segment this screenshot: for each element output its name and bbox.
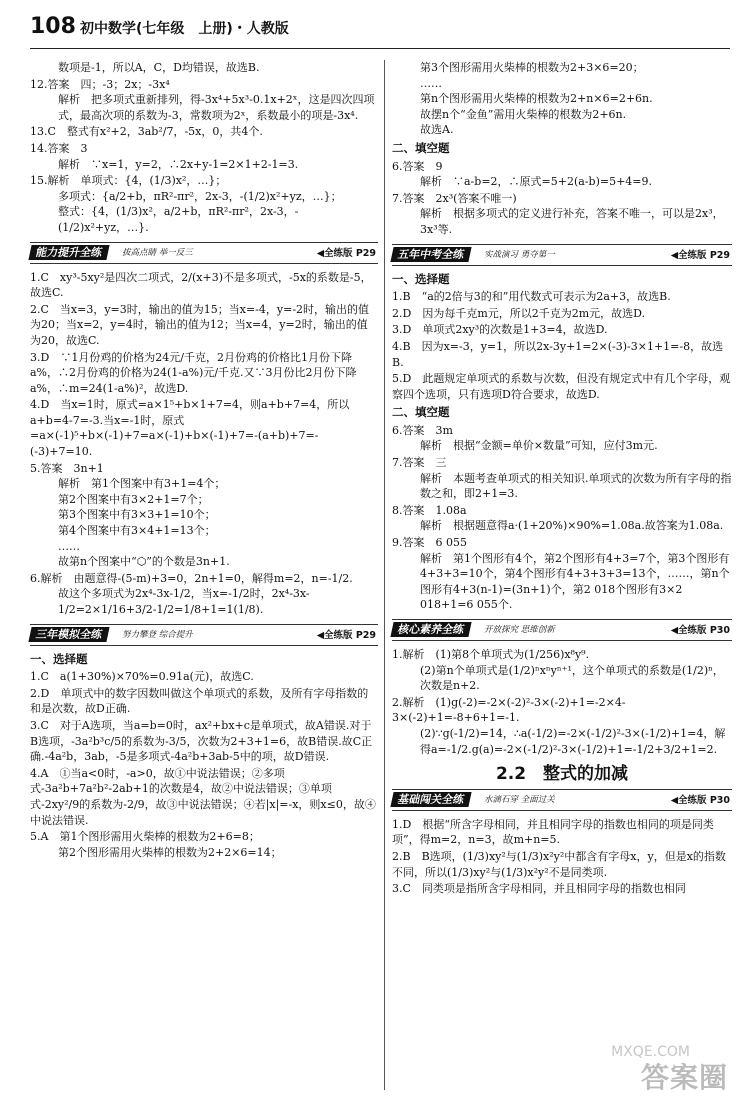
banner-ref: ◀全练版 P29 bbox=[316, 629, 376, 641]
answer-line: 故摆n个“金鱼”需用火柴棒的根数为2+6n. bbox=[420, 107, 627, 121]
answer-12: 12.答案 四；-3；2x；-3x⁴ bbox=[30, 77, 170, 91]
banner-three-year bbox=[30, 624, 378, 646]
left-column bbox=[30, 60, 378, 860]
answer-14: 14.答案 3 bbox=[30, 141, 88, 155]
answer-15-integral: 整式：{4，(1/3)x²，a/2+b，πR²-πr²，2x-3，-(1/2)x²+yz，…}. bbox=[58, 205, 299, 234]
exam-fill-6-analysis: 解析 根据“金额=单价×数量”可知，应付3m元. bbox=[420, 439, 658, 453]
three-year-2: 2.D 单项式中的数字因数叫做这个单项式的系数，及所有字母指数的和是次数，故D正确. bbox=[30, 686, 369, 716]
banner-slogan: 实战演习 勇夺第一 bbox=[484, 249, 555, 260]
exam-fill-8: 8.答案 1.08a bbox=[392, 503, 467, 517]
subsection-heading: 二、填空题 bbox=[392, 405, 450, 420]
basic-1: 1.D 根据“所含字母相同，并且相同字母的指数也相同的项是同类项”，得m=2，n=3，故m+n=5. bbox=[392, 817, 714, 847]
banner-slogan: 拔高点睛 举一反三 bbox=[122, 247, 193, 258]
answer-line: 故选A. bbox=[420, 123, 454, 137]
ability-5-line: 第4个图案中有3×4+1=13个； bbox=[58, 524, 216, 538]
exam-fill-7: 7.答案 三 bbox=[392, 456, 447, 470]
watermark-url: MXQE.COM bbox=[611, 1044, 690, 1060]
answer-line: 第3个图形需用火柴棒的根数为2+3×6=20； bbox=[420, 61, 644, 74]
exam-1: 1.B “a的2倍与3的和”用代数式可表示为2a+3，故选B. bbox=[392, 290, 671, 304]
banner-label: 基础闯关全练 bbox=[390, 792, 471, 807]
banner-label: 核心素养全练 bbox=[390, 622, 471, 637]
answer-12-analysis: 解析 把多项式重新排列，得-3x⁴+5x³-0.1x+2ˣ，这是四次四项式，最高次项的系数为-3，常数项为2ˣ，系数最小的项是-3x⁴. bbox=[58, 93, 375, 122]
answer-line: 数项是-1，所以A，C，D均错误，故选B. bbox=[58, 61, 260, 74]
answer-line: …… bbox=[420, 76, 442, 90]
banner-core bbox=[392, 619, 732, 641]
three-year-5: 5.A 第1个图形需用火柴棒的根数为2+6=8； bbox=[30, 830, 260, 844]
banner-ref: ◀全练版 P30 bbox=[670, 794, 730, 806]
exam-fill-6: 6.答案 3m bbox=[392, 423, 453, 437]
answer-15: 15.解析 单项式：{4，(1/3)x²，…}； bbox=[30, 174, 227, 188]
ability-5: 5.答案 3n+1 bbox=[30, 461, 104, 475]
three-year-5-cont: 第2个图形需用火柴棒的根数为2+2×6=14； bbox=[58, 845, 282, 859]
answer-15-polynomial: 多项式：{a/2+b，πR²-πr²，2x-3，-(1/2)x²+yz，…}； bbox=[58, 189, 342, 203]
ability-4: 4.D 当x=1时，原式=a×1⁵+b×1+7=4，则a+b+7=4，所以a+b=4-7=-3.当x=-1时，原式=a×(-1)⁵+b×(-1)+7=a×(-1)+b×(-1)+7=-(a+b)+7=-(-3)+7=10. bbox=[30, 398, 350, 459]
right-column bbox=[392, 60, 732, 897]
banner-ref: ◀全练版 P29 bbox=[316, 247, 376, 259]
ability-3: 3.D ∵1月份鸡的价格为24元/千克，2月份鸡的价格比1月份下降a%，∴2月份鸡的价格为24(1-a%)元/千克.又∵3月份比2月份下降a%，∴m=24(1-a%)²，故选D. bbox=[30, 350, 357, 395]
core-1-cont: (2)第n个单项式是(1/2)ⁿxⁿyⁿ⁺¹，这个单项式的系数是(1/2)ⁿ，次数是n+2. bbox=[420, 663, 724, 693]
ability-5-line: 第3个图案中有3×3+1=10个； bbox=[58, 508, 216, 522]
core-2: 2.解析 (1)g(-2)=-2×(-2)²-3×(-2)+1=-2×4-3×(-2)+1=-8+6+1=-1. bbox=[392, 695, 626, 725]
ability-6: 6.解析 由题意得-(5-m)+3=0，2n+1=0，解得m=2，n=-1/2. bbox=[30, 571, 353, 585]
answer-14-analysis: 解析 ∵x=1，y=2，∴2x+y-1=2×1+2-1=3. bbox=[58, 157, 299, 171]
exam-2: 2.D 因为每千克m元，所以2千克为2m元，故选D. bbox=[392, 306, 646, 320]
three-year-3: 3.C 对于A选项，当a=b=0时，ax²+bx+c是单项式，故A错误.对于B选项，-3a²b³c/5的系数为-3/5，次数为2+3+1=6，故B错误.故C正确.-4a²b，3ab，-5是多项式-4a²b+3ab-5中的项，故D错误. bbox=[30, 718, 373, 764]
book-title: 初中数学(七年级 上册)・人教版 bbox=[80, 21, 289, 37]
three-year-4: 4.A ①当a<0时，-a>0，故①中说法错误；②多项式-3a²b+7a²b²-2ab+1的次数是4，故②中说法错误；③单项式-2xy²/9的系数为-2/9，故③中说法错误；④若|x|=-x，则x≤0，故④中说法错误. bbox=[30, 766, 376, 827]
section-title: 2.2 整式的加减 bbox=[495, 764, 629, 785]
ability-5-line: …… bbox=[58, 539, 80, 553]
answer-line: 第n个图形需用火柴棒的根数为2+n×6=2+6n. bbox=[420, 92, 653, 106]
banner-basic bbox=[392, 789, 732, 811]
banner-slogan: 水滴石穿 全面过关 bbox=[484, 794, 555, 805]
banner-label: 三年模拟全练 bbox=[28, 627, 109, 642]
watermark-logo: 答案圈 bbox=[640, 1061, 728, 1094]
exam-fill-9: 9.答案 6 055 bbox=[392, 536, 467, 550]
core-1: 1.解析 (1)第8个单项式为(1/256)x⁸y⁹. bbox=[392, 648, 590, 661]
core-2-cont: (2)∵g(-1/2)=14，∴a(-1/2)=-2×(-1/2)²-3×(-1/2)+1=4，解得a=-1/2.g(a)=-2×(-1/2)²-3×(-1/2)+1=-1/2+3/2+1=2. bbox=[420, 726, 726, 756]
banner-five-year bbox=[392, 244, 732, 266]
banner-ability bbox=[30, 242, 378, 264]
three-year-1: 1.C a(1+30%)×70%=0.91a(元)，故选C. bbox=[30, 670, 254, 684]
subsection-heading: 一、选择题 bbox=[392, 271, 450, 286]
answer-13: 13.C 整式有x²+2，3ab²/7，-5x，0，共4个. bbox=[30, 125, 263, 139]
fill-7-analysis: 解析 根据多项式的定义进行补充，答案不唯一，可以是2x³，3x³等. bbox=[420, 207, 724, 236]
fill-6: 6.答案 9 bbox=[392, 159, 443, 173]
subsection-heading: 二、填空题 bbox=[392, 140, 450, 155]
column-divider bbox=[384, 60, 385, 1090]
exam-fill-8-analysis: 解析 根据题意得a·(1+20%)×90%=1.08a.故答案为1.08a. bbox=[420, 519, 724, 533]
fill-7: 7.答案 2x³(答案不唯一) bbox=[392, 191, 517, 205]
page-number: 108 bbox=[30, 14, 76, 39]
exam-fill-9-analysis: 解析 第1个图形有4个，第2个图形有4+3=7个，第3个图形有4+3+3=10个，第4个图形有4+3+3+3=13个，……，第n个图形有4+3(n-1)=(3n+1)个，第2 018个图形有3×2 018+1=6 055个. bbox=[420, 551, 730, 612]
ability-5-line: 第2个图案中有3×2+1=7个； bbox=[58, 492, 209, 506]
ability-2: 2.C 当x=3，y=3时，输出的值为15；当x=-4，y=-2时，输出的值为20；当x=2，y=4时，输出的值为12；当x=4，y=2时，输出的值为20，故选C. bbox=[30, 302, 370, 347]
ability-5-analysis: 解析 第1个图案中有3+1=4个； bbox=[58, 477, 226, 491]
ability-6-cont: 故这个多项式为2x⁴-3x-1/2，当x=-1/2时，2x⁴-3x-1/2=2×1/16+3/2-1/2=1/8+1=1(1/8). bbox=[58, 587, 310, 616]
ability-5-conclusion: 故第n个图案中“⬡”的个数是3n+1. bbox=[58, 555, 230, 569]
subsection-heading: 一、选择题 bbox=[30, 651, 88, 666]
exam-3: 3.D 单项式2xy³的次数是1+3=4，故选D. bbox=[392, 323, 608, 337]
exam-4: 4.B 因为x=-3，y=1，所以2x-3y+1=2×(-3)-3×1+1=-8，故选B. bbox=[392, 339, 724, 369]
banner-ref: ◀全练版 P29 bbox=[670, 249, 730, 261]
basic-2: 2.B B选项，(1/3)xy²与(1/3)x²y²中都含有字母x，y，但是x的指数不同，所以(1/3)xy²与(1/3)x²y²不是同类项. bbox=[392, 849, 726, 879]
banner-slogan: 努力攀登 综合提升 bbox=[122, 629, 193, 640]
exam-fill-7-analysis: 解析 本题考查单项式的相关知识.单项式的次数为所有字母的指数之和，即2+1=3. bbox=[420, 471, 732, 501]
banner-label: 能力提升全练 bbox=[28, 245, 109, 260]
ability-1: 1.C xy³-5xy²是四次二项式，2/(x+3)不是多项式，-5x的系数是-5，故选C. bbox=[30, 270, 372, 300]
banner-slogan: 开放探究 思维创新 bbox=[484, 625, 555, 635]
banner-ref: ◀全练版 P30 bbox=[670, 625, 730, 636]
exam-5: 5.D 此题规定单项式的系数与次数，但没有规定式中有几个字母，观察四个选项，只有选项D符合要求，故选D. bbox=[392, 372, 731, 401]
page-header bbox=[30, 14, 730, 49]
basic-3: 3.C 同类项是指所含字母相同，并且相同字母的指数也相同 bbox=[392, 882, 686, 896]
banner-label: 五年中考全练 bbox=[390, 247, 471, 262]
fill-6-analysis: 解析 ∵a-b=2，∴原式=5+2(a-b)=5+4=9. bbox=[420, 175, 653, 189]
